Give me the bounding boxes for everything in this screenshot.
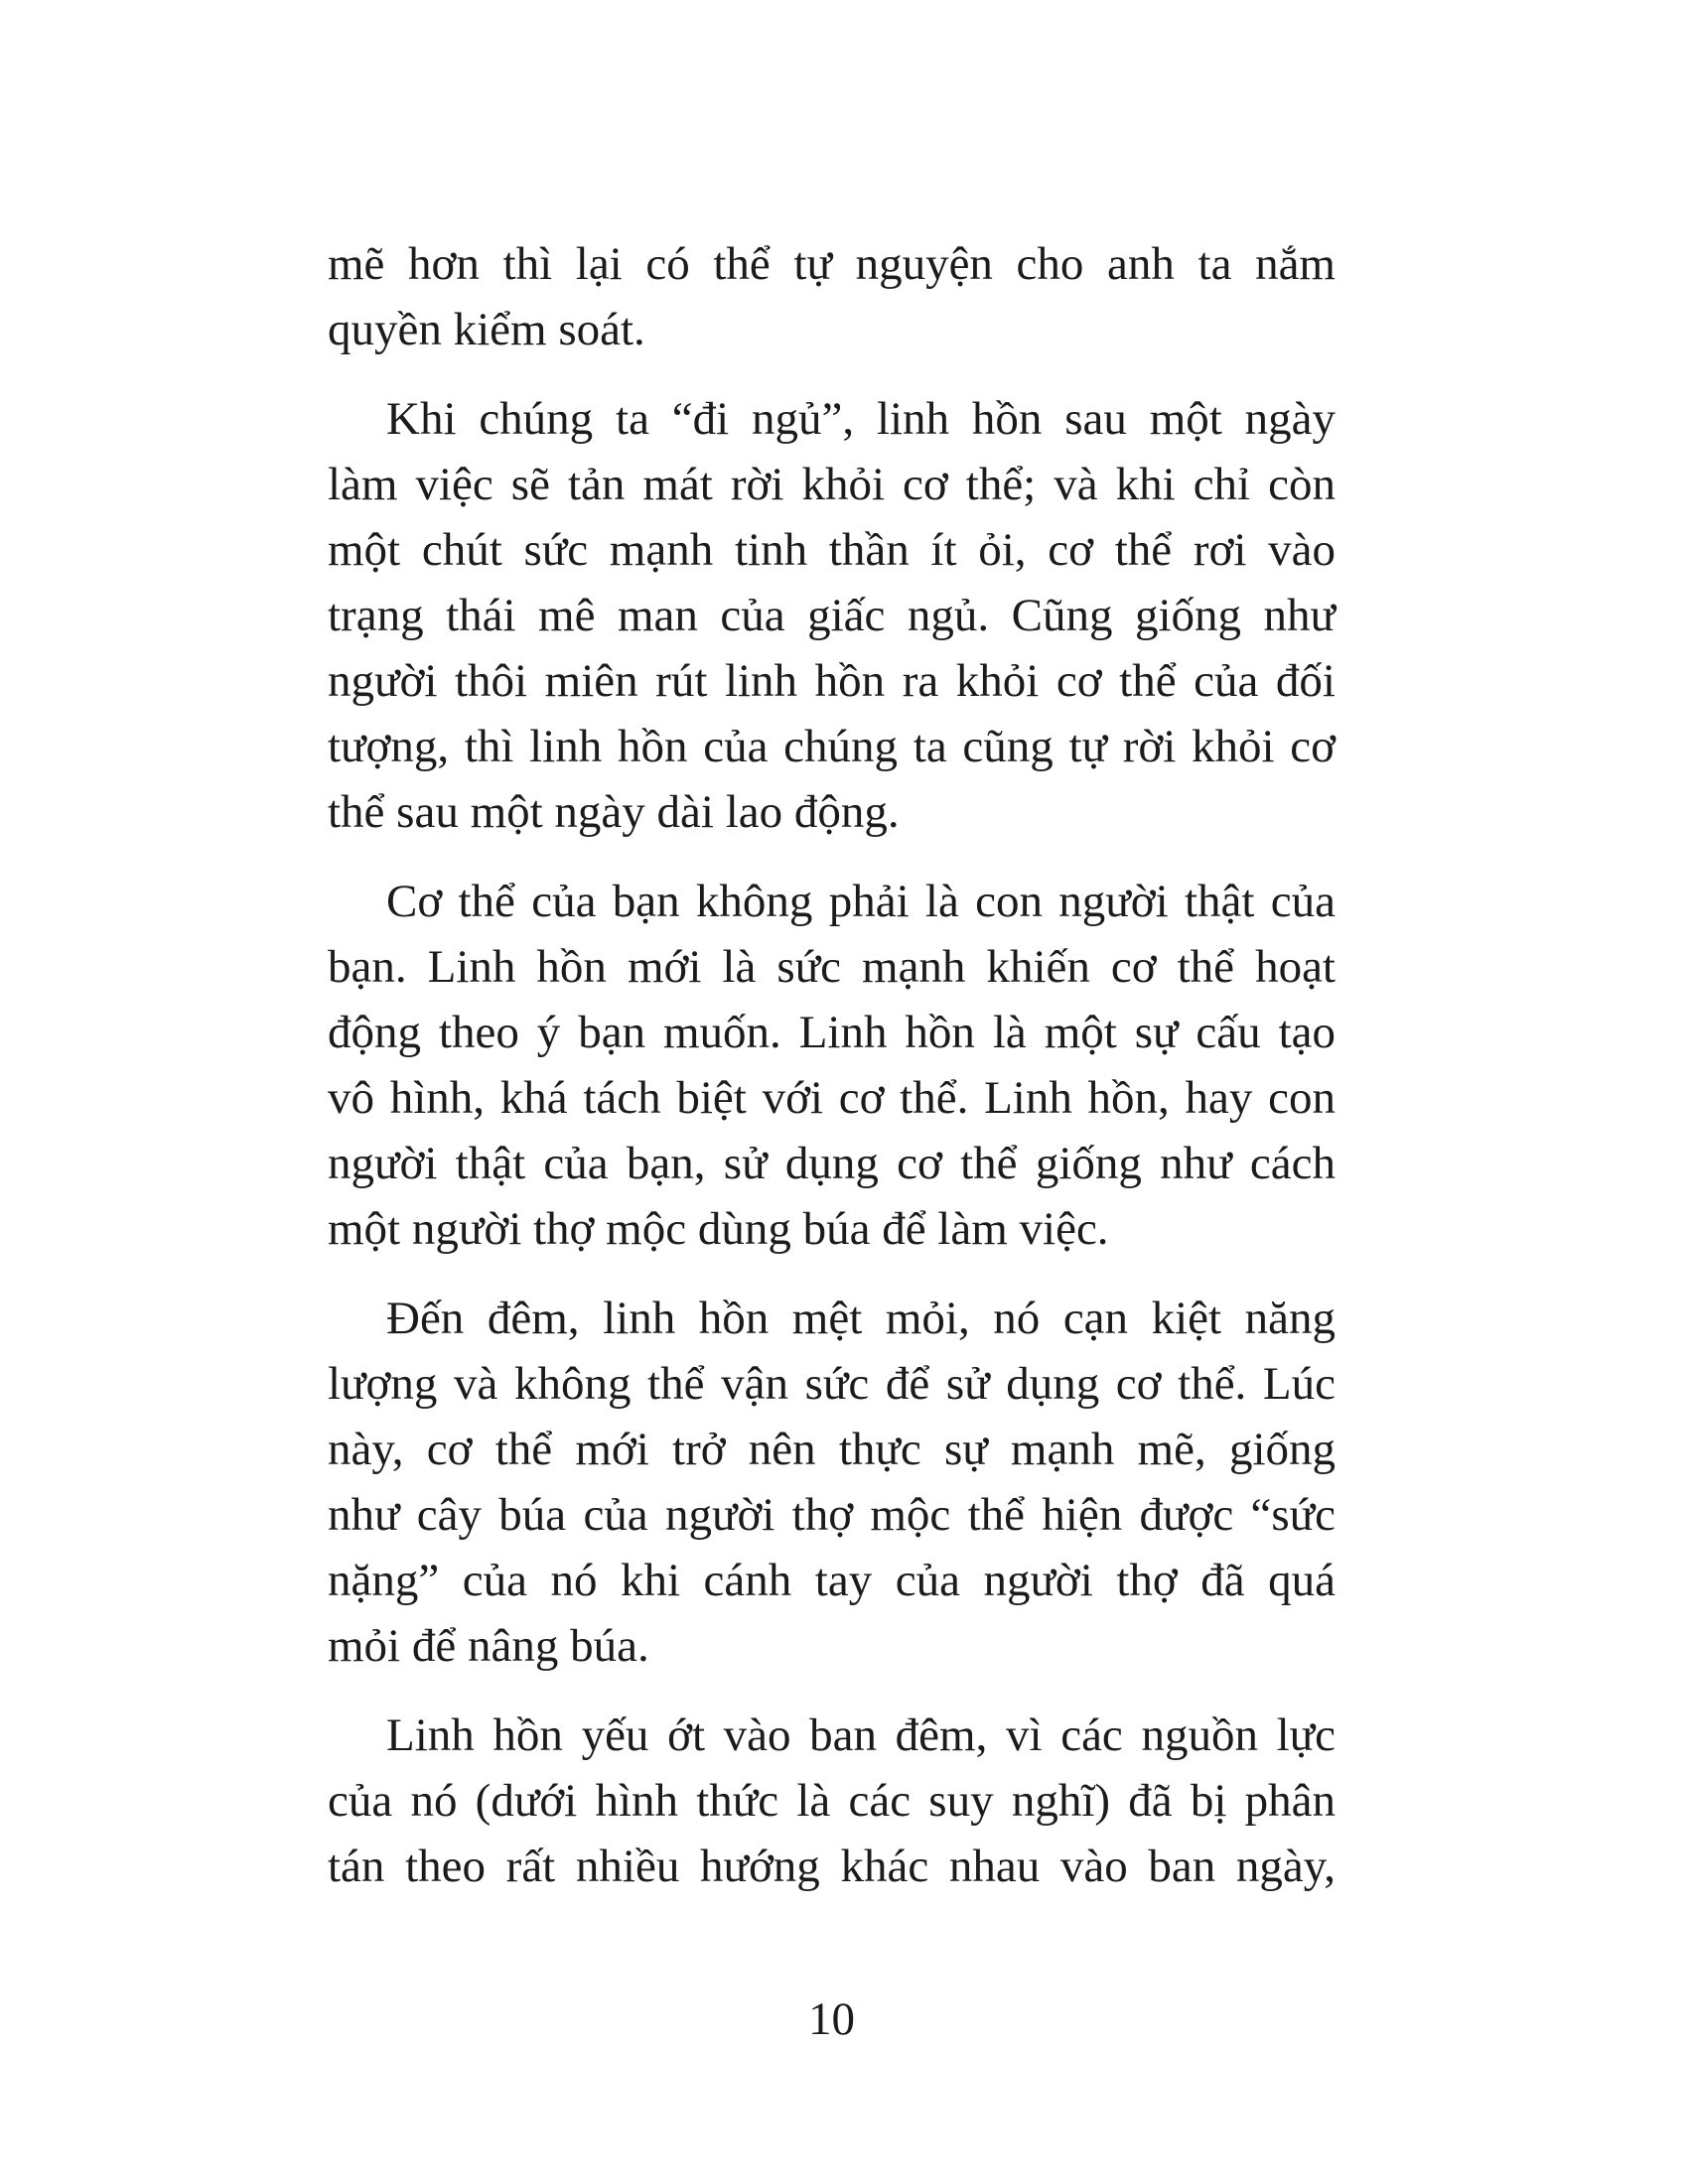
text-line: bạn. Linh hồn mới là sức mạnh khiến cơ thể hoạt: [328, 941, 1336, 993]
text-line: tượng, thì linh hồn của chúng ta cũng tự rời khỏi cơ: [328, 721, 1336, 772]
text-line: một người thợ mộc dùng búa để làm việc.: [328, 1203, 1109, 1255]
text-line: này, cơ thể mới trở nên thực sự mạnh mẽ, giống: [328, 1424, 1336, 1475]
paragraph: [328, 1703, 1336, 1899]
text-line: Cơ thể của bạn không phải là con người thật của: [386, 876, 1336, 927]
text-line: như cây búa của người thợ mộc thể hiện được “sức: [328, 1489, 1336, 1541]
text-line: động theo ý bạn muốn. Linh hồn là một sự cấu tạo: [328, 1007, 1336, 1058]
text-line: thể sau một ngày dài lao động.: [328, 786, 900, 838]
text-line: của nó (dưới hình thức là các suy nghĩ) đã bị phân: [328, 1775, 1336, 1827]
text-line: tán theo rất nhiều hướng khác nhau vào ban ngày,: [328, 1841, 1336, 1892]
text-line: quyền kiểm soát.: [328, 304, 645, 355]
text-line: trạng thái mê man của giấc ngủ. Cũng giống như: [328, 590, 1336, 641]
text-line: làm việc sẽ tản mát rời khỏi cơ thể; và khi chỉ còn: [328, 459, 1336, 510]
paragraph: [328, 1286, 1336, 1679]
paragraph: [328, 869, 1336, 1262]
text-line: Linh hồn yếu ớt vào ban đêm, vì các nguồn lực: [386, 1709, 1336, 1761]
paragraph: [328, 386, 1336, 845]
text-line: nặng” của nó khi cánh tay của người thợ đã quá: [328, 1555, 1336, 1606]
text-line: người thật của bạn, sử dụng cơ thể giống như cách: [328, 1138, 1336, 1189]
page-number: 10: [808, 1993, 855, 2045]
text-line: vô hình, khá tách biệt với cơ thể. Linh hồn, hay con: [328, 1072, 1336, 1124]
text-line: Đến đêm, linh hồn mệt mỏi, nó cạn kiệt năng: [386, 1293, 1336, 1344]
text-line: lượng và không thể vận sức để sử dụng cơ thể. Lúc: [328, 1358, 1336, 1410]
text-line: mỏi để nâng búa.: [328, 1620, 649, 1672]
paragraph: [328, 231, 1336, 362]
text-block: [328, 231, 1336, 1899]
text-line: một chút sức mạnh tinh thần ít ỏi, cơ thể rơi vào: [328, 524, 1336, 576]
text-line: Khi chúng ta “đi ngủ”, linh hồn sau một ngày: [386, 393, 1336, 445]
text-line: người thôi miên rút linh hồn ra khỏi cơ thể của đối: [328, 655, 1336, 707]
text-line: mẽ hơn thì lại có thể tự nguyện cho anh ta nắm: [328, 238, 1336, 290]
